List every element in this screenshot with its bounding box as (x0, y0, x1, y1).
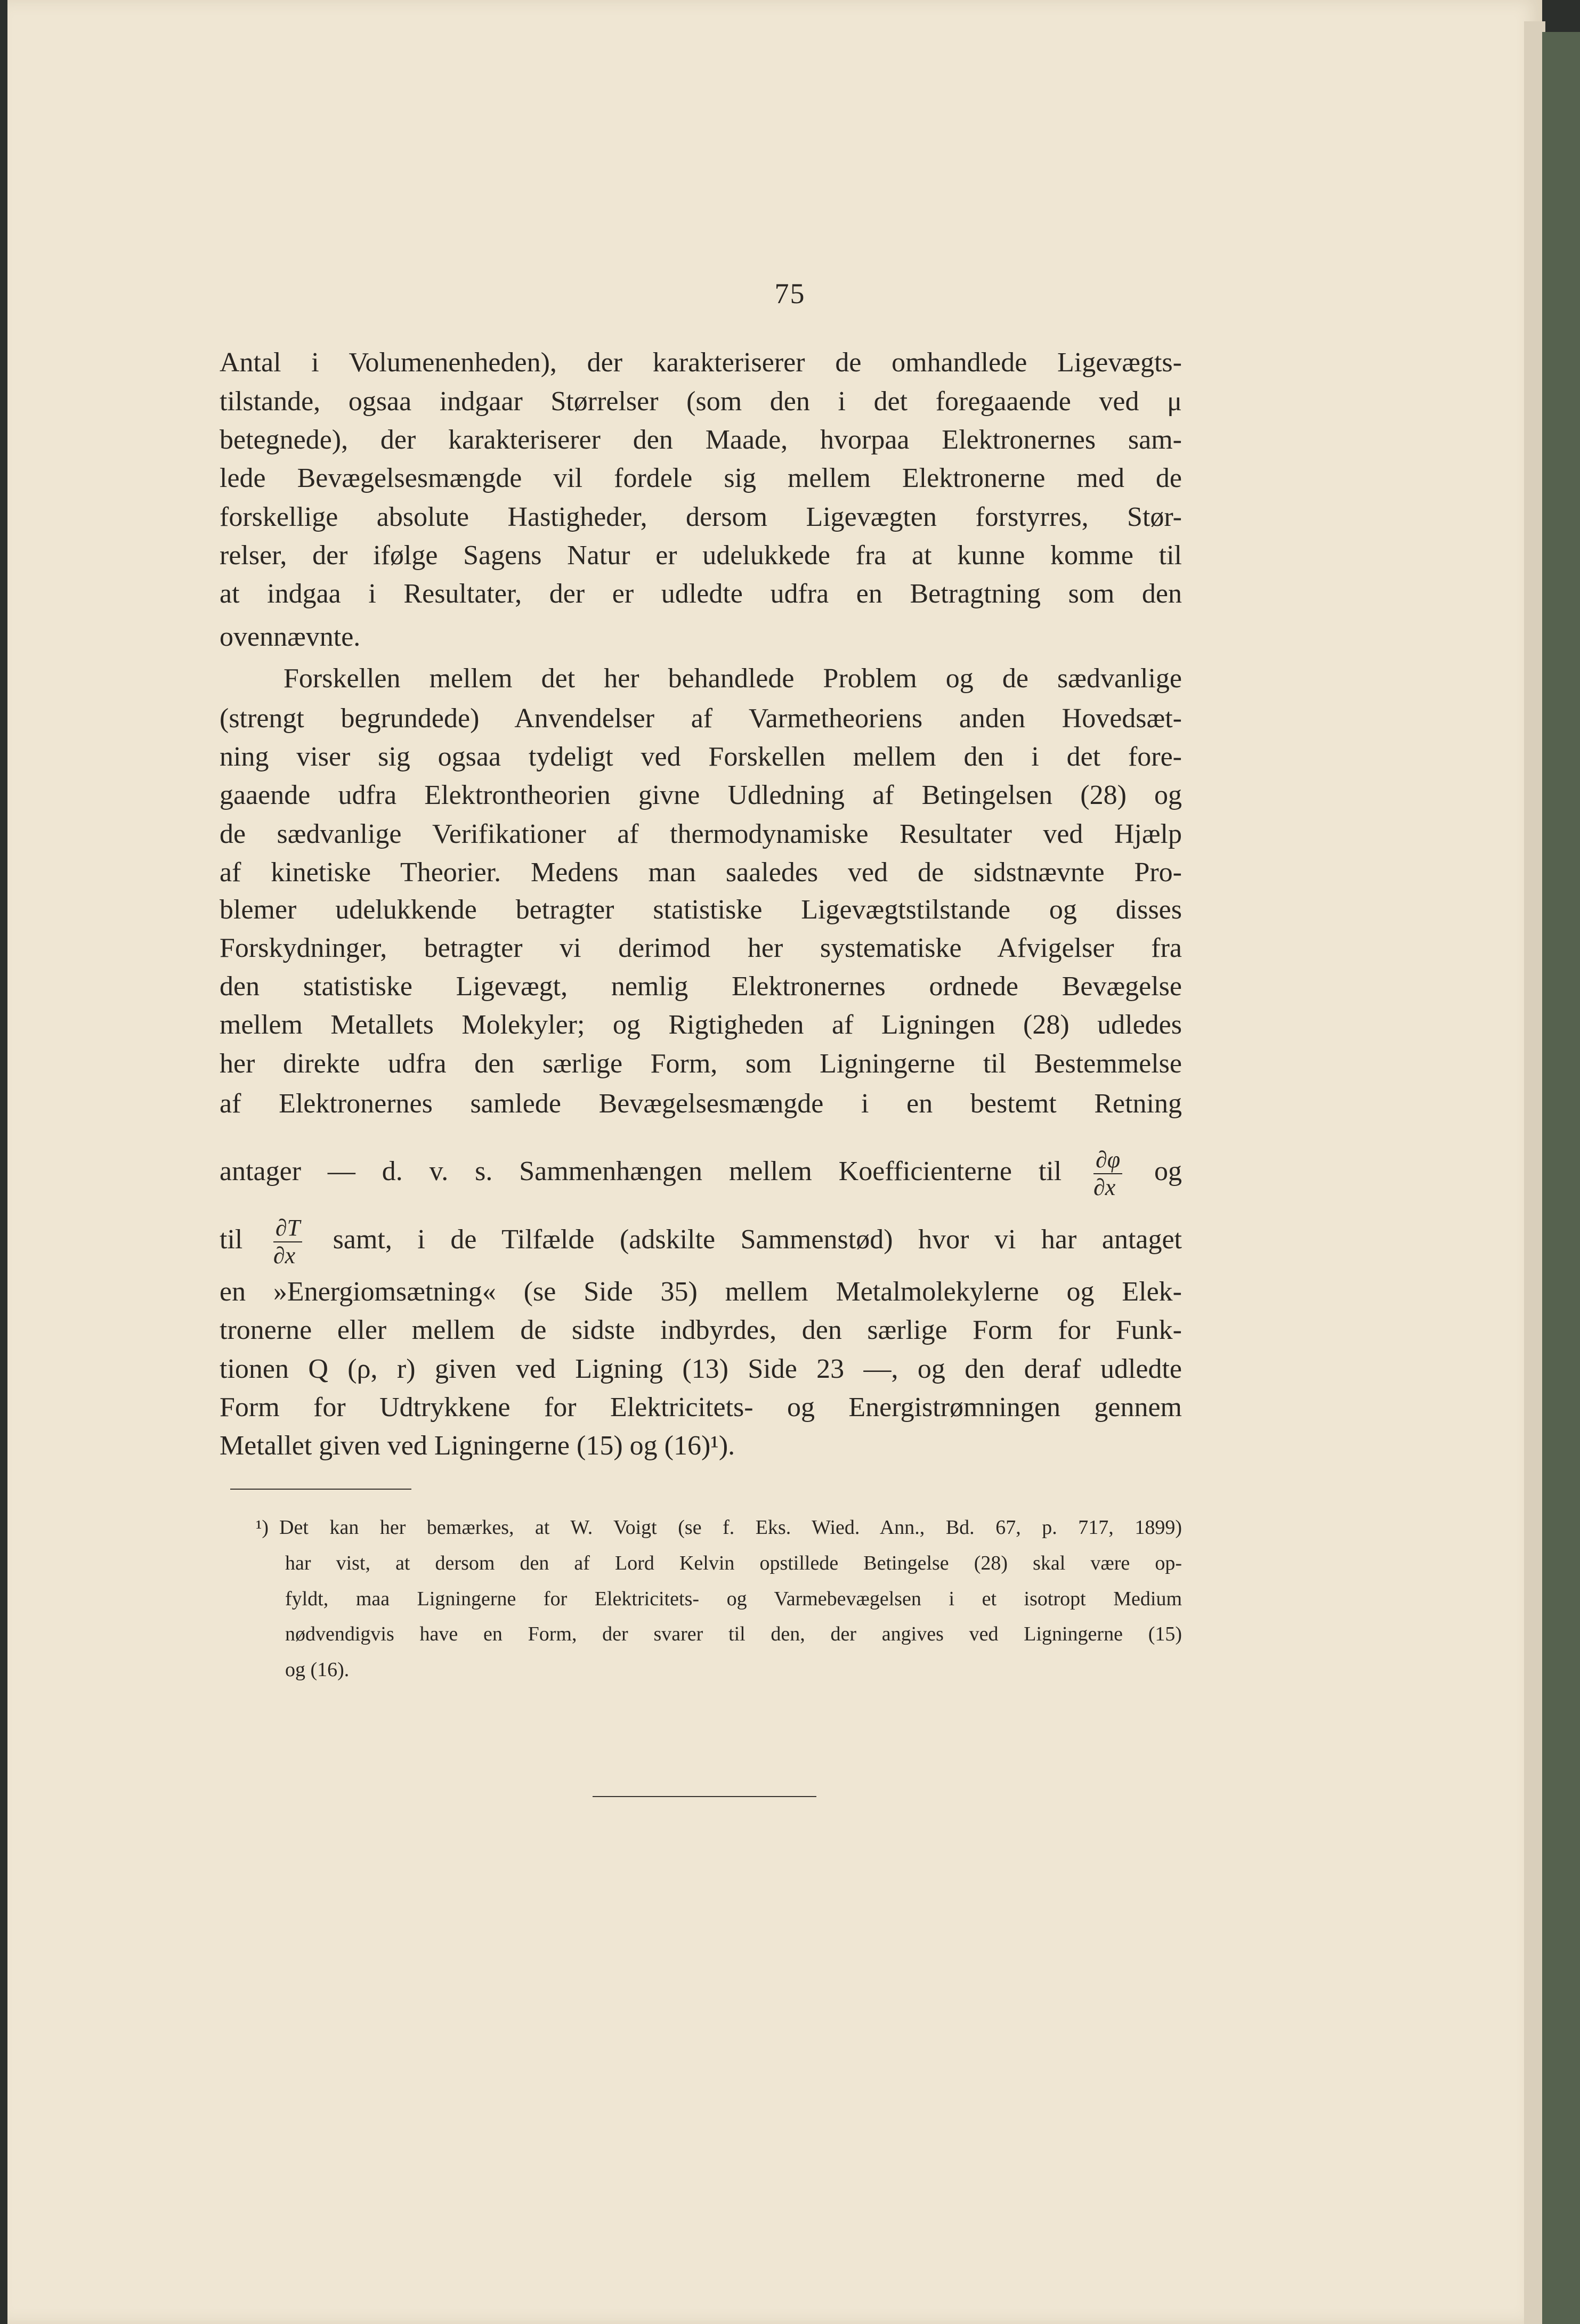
fraction-denominator: ∂x (273, 1242, 296, 1269)
text-line: Forskydninger, betragter vi derimod her systematiske Afvigelser fra (220, 933, 1182, 963)
fraction-dphi-dx (1093, 1147, 1122, 1201)
text-line-antager (220, 1147, 1182, 1200)
text-line: ning viser sig ogsaa tydeligt ved Forskellen mellem den i det fore- (220, 742, 1182, 772)
text-line: Antal i Volumenenheden), der karakteriserer de omhandlede Ligevægts- (220, 347, 1182, 378)
text-line: tronerne eller mellem de sidste indbyrdes, den særlige Form for Funk- (220, 1315, 1182, 1345)
text-line: af Elektronernes samlede Bevægelsesmængde i en bestemt Retning (220, 1088, 1182, 1119)
text-line: tilstande, ogsaa indgaar Størrelser (som den i det foregaaende ved μ (220, 386, 1182, 417)
text-line: af kinetiske Theorier. Medens man saaledes ved de sidstnævnte Pro- (220, 857, 1182, 888)
text-line: tionen Q (ρ, r) given ved Ligning (13) Side 23 —, og den deraf udledte (220, 1354, 1182, 1384)
footnote-line: nødvendigvis have en Form, der svarer til den, der angives ved Ligningerne (15) (285, 1623, 1182, 1645)
text-line: Forskellen mellem det her behandlede Problem og de sædvanlige (283, 663, 1182, 694)
page-number: 75 (774, 278, 806, 310)
footnote-line: og (16). (285, 1659, 350, 1681)
fraction-denominator: ∂x (1093, 1174, 1116, 1200)
line-text: til (220, 1224, 243, 1255)
text-line: den statistiske Ligevægt, nemlig Elektronernes ordnede Bevægelse (220, 971, 1182, 1002)
text-line-til (220, 1215, 1182, 1269)
line-text: antager — d. v. s. Sammenhængen mellem Koefficienterne til (220, 1156, 1062, 1187)
text-line: ovennævnte. (220, 622, 361, 652)
book-cover (1542, 32, 1580, 2324)
text-line: Metallet given ved Ligningerne (15) og (16)¹). (220, 1431, 735, 1461)
text-line: forskellige absolute Hastigheder, dersom Ligevægten forstyrres, Stør- (220, 502, 1182, 532)
end-rule (593, 1796, 816, 1797)
text-line: her direkte udfra den særlige Form, som Ligningerne til Bestemmelse (220, 1049, 1182, 1079)
footnote-text: Det kan her bemærkes, at W. Voigt (se f. Eks. Wied. Ann., Bd. 67, p. 717, 1899) (279, 1516, 1182, 1539)
text-line: betegnede), der karakteriserer den Maade, hvorpaa Elektronernes sam- (220, 425, 1182, 455)
footnote-line (256, 1510, 1182, 1545)
text-line: de sædvanlige Verifikationer af thermodynamiske Resultater ved Hjælp (220, 819, 1182, 849)
footnote-marker: ¹) (256, 1516, 269, 1539)
fraction-dT-dx (273, 1215, 302, 1269)
text-line: relser, der ifølge Sagens Natur er udelukkede fra at kunne komme til (220, 540, 1182, 571)
text-line: lede Bevægelsesmængde vil fordele sig mellem Elektronerne med de (220, 463, 1182, 493)
fraction-numerator: ∂φ (1093, 1147, 1122, 1174)
line-text: og (1154, 1156, 1182, 1187)
text-line: at indgaa i Resultater, der er udledte udfra en Betragtning som den (220, 579, 1182, 609)
footnote-line: har vist, at dersom den af Lord Kelvin opstillede Betingelse (28) skal være op- (285, 1552, 1182, 1574)
fraction-numerator: ∂T (273, 1215, 302, 1242)
text-line: (strengt begrundede) Anvendelser af Varmetheoriens anden Hovedsæt- (220, 703, 1182, 734)
text-line: gaaende udfra Elektrontheorien givne Udledning af Betingelsen (28) og (220, 780, 1182, 810)
text-line: Form for Udtrykkene for Elektricitets- og Energistrømningen gennem (220, 1392, 1182, 1423)
footnote-line: fyldt, maa Ligningerne for Elektricitets- og Varmebevægelsen i et isotropt Medium (285, 1588, 1182, 1610)
text-line: blemer udelukkende betragter statistiske Ligevægtstilstande og disses (220, 895, 1182, 925)
footnote-rule (230, 1489, 411, 1490)
text-line: en »Energiomsætning« (se Side 35) mellem Metalmolekylerne og Elek- (220, 1277, 1182, 1307)
line-text: samt, i de Tilfælde (adskilte Sammenstød) hvor vi har antaget (333, 1224, 1182, 1255)
text-line: mellem Metallets Molekyler; og Rigtigheden af Ligningen (28) udledes (220, 1010, 1182, 1040)
